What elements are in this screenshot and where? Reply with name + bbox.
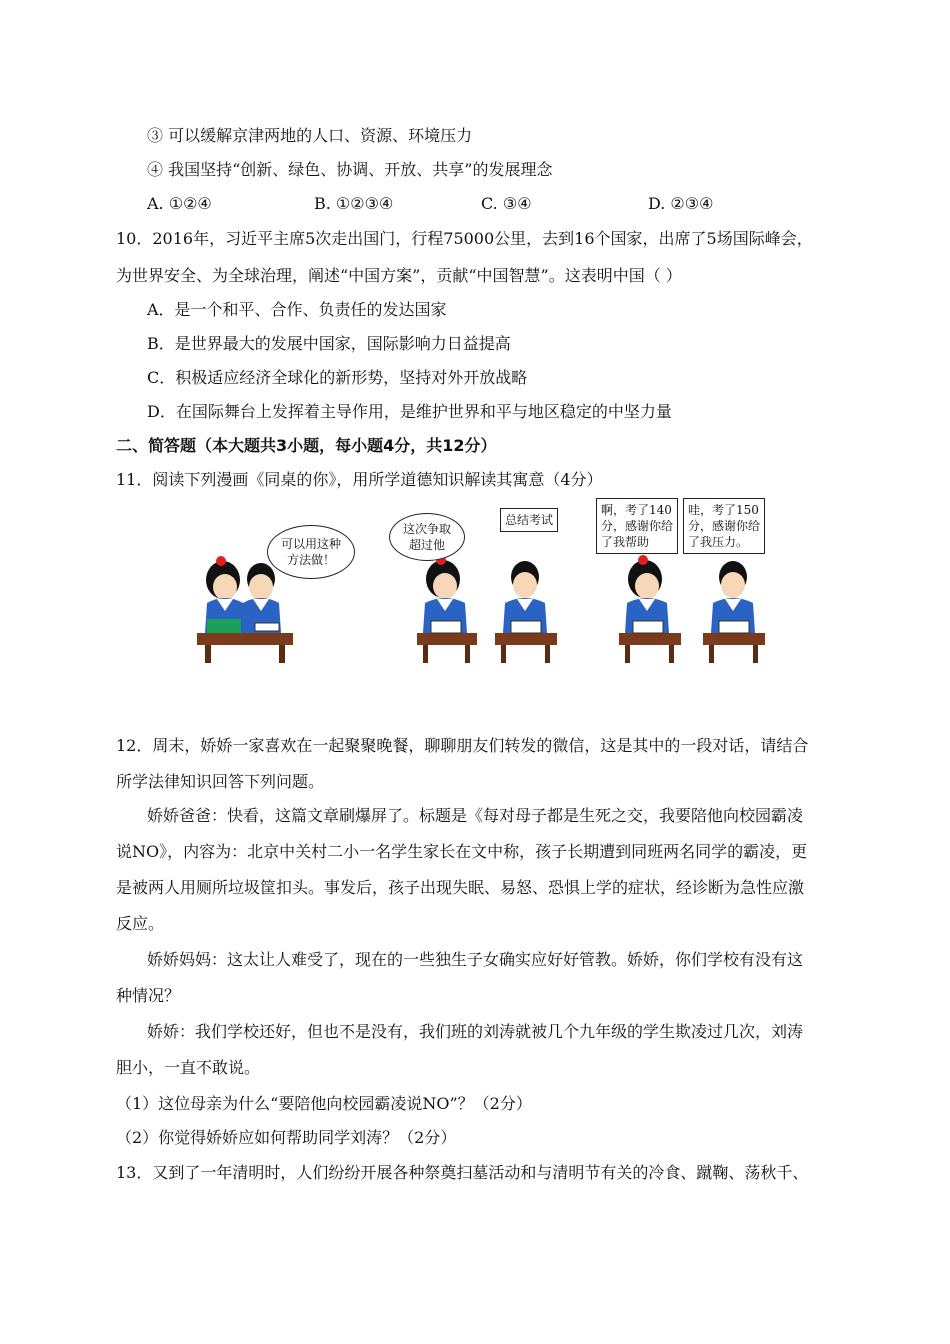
q9-option-c: C. ③④ (481, 194, 532, 213)
boy-figure-1 (241, 563, 281, 633)
section-title: 二、简答题（本大题共3小题，每小题4分，共12分） (116, 436, 497, 455)
caption-box-2: 哇，考了150 分，感谢你给 了我压力。 (683, 498, 765, 554)
q12-jiaojiao-line1: 娇娇：我们学校还好，但也不是没有，我们班的刘涛就被几个九年级的学生欺凌过几次，刘涛 (147, 1022, 804, 1041)
q12-mom-line2: 种情况？ (116, 986, 181, 1005)
q9-option-b: B. ①②③④ (314, 194, 394, 213)
q12-dad-line2: 说NO》，内容为：北京中关村二小一名学生家长在文中称，孩子长期遭到同班两名同学的霸凌，更 (116, 842, 808, 861)
q12-dad-line4: 反应。 (116, 914, 165, 933)
q10-option-a: A．是一个和平、合作、负责任的发达国家 (147, 300, 447, 319)
boy-figure-3 (711, 561, 755, 633)
q10-option-c: C．积极适应经济全球化的新形势，坚持对外开放战略 (147, 368, 528, 387)
desk-1 (197, 633, 293, 645)
q12-subquestion-2: （2）你觉得娇娇应如何帮助同学刘涛？（2分） (116, 1128, 457, 1147)
desk-2 (417, 633, 477, 645)
speech-bubble-1: 可以用这种 方法做！ (267, 525, 355, 579)
girl-figure-2 (423, 555, 467, 633)
q10-stem-line1: 10．2016年，习近平主席5次走出国门，行程75000公里，去到16个国家，出席了5场国际峰会， (116, 229, 813, 248)
q12-dad-line1: 娇娇爸爸：快看，这篇文章刷爆屏了。标题是《每对母子都是生死之交，我要陪他向校园霸凌 (147, 806, 804, 825)
q12-jiaojiao-line2: 胆小，一直不敢说。 (116, 1058, 261, 1077)
q12-stem-line2: 所学法律知识回答下列问题。 (116, 772, 325, 791)
speech-bubble-2: 这次争取 超过他 (389, 513, 465, 561)
desk-5 (703, 633, 765, 645)
boy-figure-2 (503, 561, 547, 633)
q12-subquestion-1: （1）这位母亲为什么“要陪他向校园霸凌说NO”？（2分） (116, 1094, 532, 1113)
q9-option-d: D. ②③④ (648, 194, 714, 213)
q12-dad-line3: 是被两人用厕所垃圾筐扣头。事发后，孩子出现失眠、易怒、恐惧上学的症状，经诊断为急性应激 (116, 878, 805, 897)
desk-4 (619, 633, 681, 645)
caption-box-1: 啊，考了140 分，感谢你给 了我帮助 (596, 498, 678, 554)
q11-stem: 11．阅读下列漫画《同桌的你》，用所学道德知识解读其寓意（4分） (116, 470, 603, 489)
girl-figure-1 (205, 556, 245, 633)
q12-mom-line1: 娇娇妈妈：这太让人难受了，现在的一些独生子女确实应好好管教。娇娇，你们学校有没有这 (147, 950, 804, 969)
q9-option-a: A. ①②④ (147, 194, 212, 213)
comic-illustration (195, 495, 785, 665)
desk-3 (495, 633, 557, 645)
q12-stem-line1: 12．周末，娇娇一家喜欢在一起聚聚晚餐，聊聊朋友们转发的微信，这是其中的一段对话，请结合 (116, 736, 809, 755)
q9-item-3: ③ 可以缓解京津两地的人口、资源、环境压力 (147, 126, 473, 145)
q10-option-d: D．在国际舞台上发挥着主导作用，是维护世界和平与地区稳定的中坚力量 (147, 402, 672, 421)
q9-item-4: ④ 我国坚持“创新、绿色、协调、开放、共享”的发展理念 (147, 160, 553, 179)
exam-summary-sign: 总结考试 (500, 508, 558, 532)
q10-stem-line2: 为世界安全、为全球治理，阐述“中国方案”，贡献“中国智慧”。这表明中国（ ） (116, 266, 682, 285)
q10-option-b: B．是世界最大的发展中国家，国际影响力日益提高 (147, 334, 511, 353)
q13-stem-line1: 13．又到了一年清明时，人们纷纷开展各种祭奠扫墓活动和与清明节有关的冷食、蹴鞠、荡秋千、 (116, 1163, 809, 1182)
girl-figure-3 (625, 555, 669, 633)
